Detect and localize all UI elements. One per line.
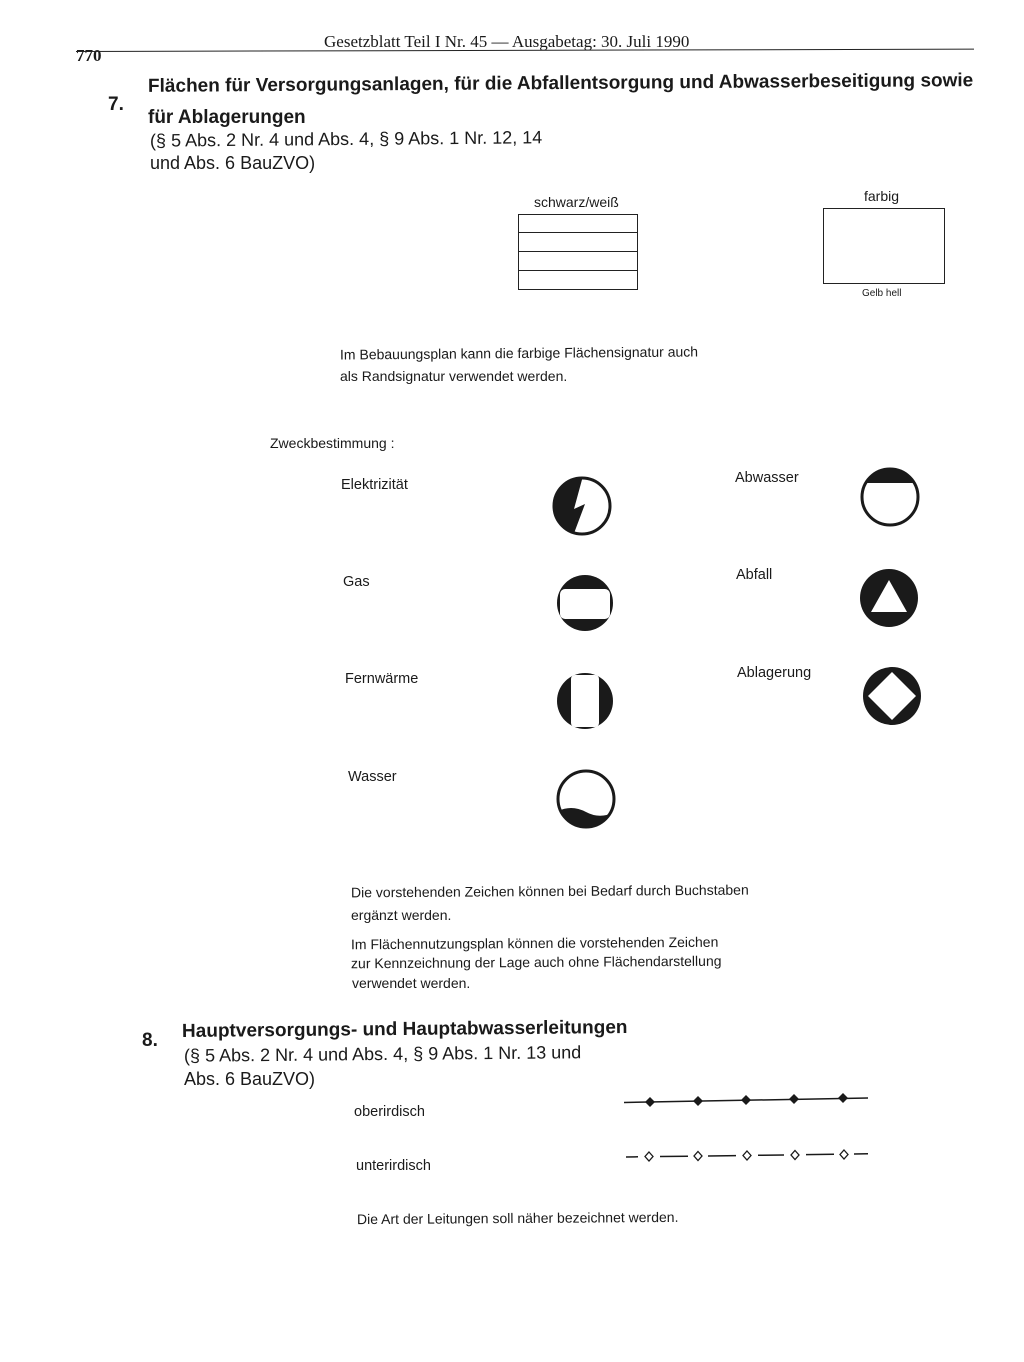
bw-hatched-swatch: [518, 214, 638, 290]
abwasser-symbol-icon: [860, 467, 920, 527]
label-gas: Gas: [343, 574, 370, 590]
color-swatch-label: farbig: [864, 188, 900, 204]
abfall-symbol-icon: [859, 568, 919, 628]
note-line: Die Art der Leitungen soll näher bezeichnet werden.: [356, 1208, 679, 1228]
note-line: Die vorstehenden Zeichen können bei Bedarf durch Buchstaben: [350, 881, 749, 901]
label-unterirdisch: unterirdisch: [356, 1158, 431, 1174]
wasser-symbol-icon: [556, 769, 616, 829]
label-fernwaerme: Fernwärme: [345, 671, 419, 687]
color-swatch: [823, 208, 945, 284]
label-oberirdisch: oberirdisch: [354, 1104, 425, 1120]
purpose-heading: Zweckbestimmung :: [270, 435, 395, 451]
label-abfall: Abfall: [736, 567, 773, 583]
note-line: Im Flächennutzungsplan können die vorstehenden Zeichen: [350, 933, 719, 953]
ablagerung-symbol-icon: [862, 666, 922, 726]
section-8-number: 8.: [142, 1030, 158, 1051]
note-line: als Randsignatur verwendet werden.: [340, 368, 568, 384]
section-8-reference-line2: Abs. 6 BauZVO): [184, 1069, 316, 1089]
section-7-title-line2: für Ablagerungen: [148, 107, 306, 128]
label-elektrizitaet: Elektrizität: [341, 477, 408, 493]
color-swatch-caption: Gelb hell: [862, 288, 902, 299]
gas-symbol-icon: [555, 573, 615, 633]
page-header-title: Gesetzblatt Teil I Nr. 45 — Ausgabetag: 30. Juli 1990: [324, 32, 690, 51]
label-abwasser: Abwasser: [735, 470, 799, 486]
fernwaerme-symbol-icon: [555, 671, 615, 731]
elektrizitaet-symbol-icon: [552, 476, 612, 536]
note-line: zur Kennzeichnung der Lage auch ohne Flächendarstellung: [350, 952, 722, 972]
section-7-number: 7.: [108, 94, 124, 115]
swatch-stripe: [519, 232, 637, 233]
section-7-reference-line2: und Abs. 6 BauZVO): [150, 153, 316, 173]
swatch-stripe: [519, 251, 637, 252]
bw-swatch-label: schwarz/weiß: [534, 194, 619, 210]
underground-line-icon: [622, 1143, 878, 1167]
note-line: Im Bebauungsplan kann die farbige Flächensignatur auch: [339, 343, 699, 363]
label-wasser: Wasser: [348, 769, 397, 785]
page-number: 770: [76, 46, 102, 65]
above-ground-line-icon: [622, 1090, 872, 1114]
swatch-stripe: [519, 270, 637, 271]
section-7-reference-line1: (§ 5 Abs. 2 Nr. 4 und Abs. 4, § 9 Abs. 1 Nr. 12, 14: [149, 127, 543, 151]
section-8-title: Hauptversorgungs- und Hauptabwasserleitungen: [181, 1017, 628, 1042]
note-line: verwendet werden.: [352, 975, 471, 991]
label-ablagerung: Ablagerung: [737, 665, 812, 681]
section-7-title-line1: Flächen für Versorgungsanlagen, für die Abfallentsorgung und Abwasserbeseitigung sowie: [147, 70, 974, 97]
note-line: ergänzt werden.: [351, 907, 452, 923]
section-8-reference-line1: (§ 5 Abs. 2 Nr. 4 und Abs. 4, § 9 Abs. 1 Nr. 13 und: [183, 1042, 582, 1066]
